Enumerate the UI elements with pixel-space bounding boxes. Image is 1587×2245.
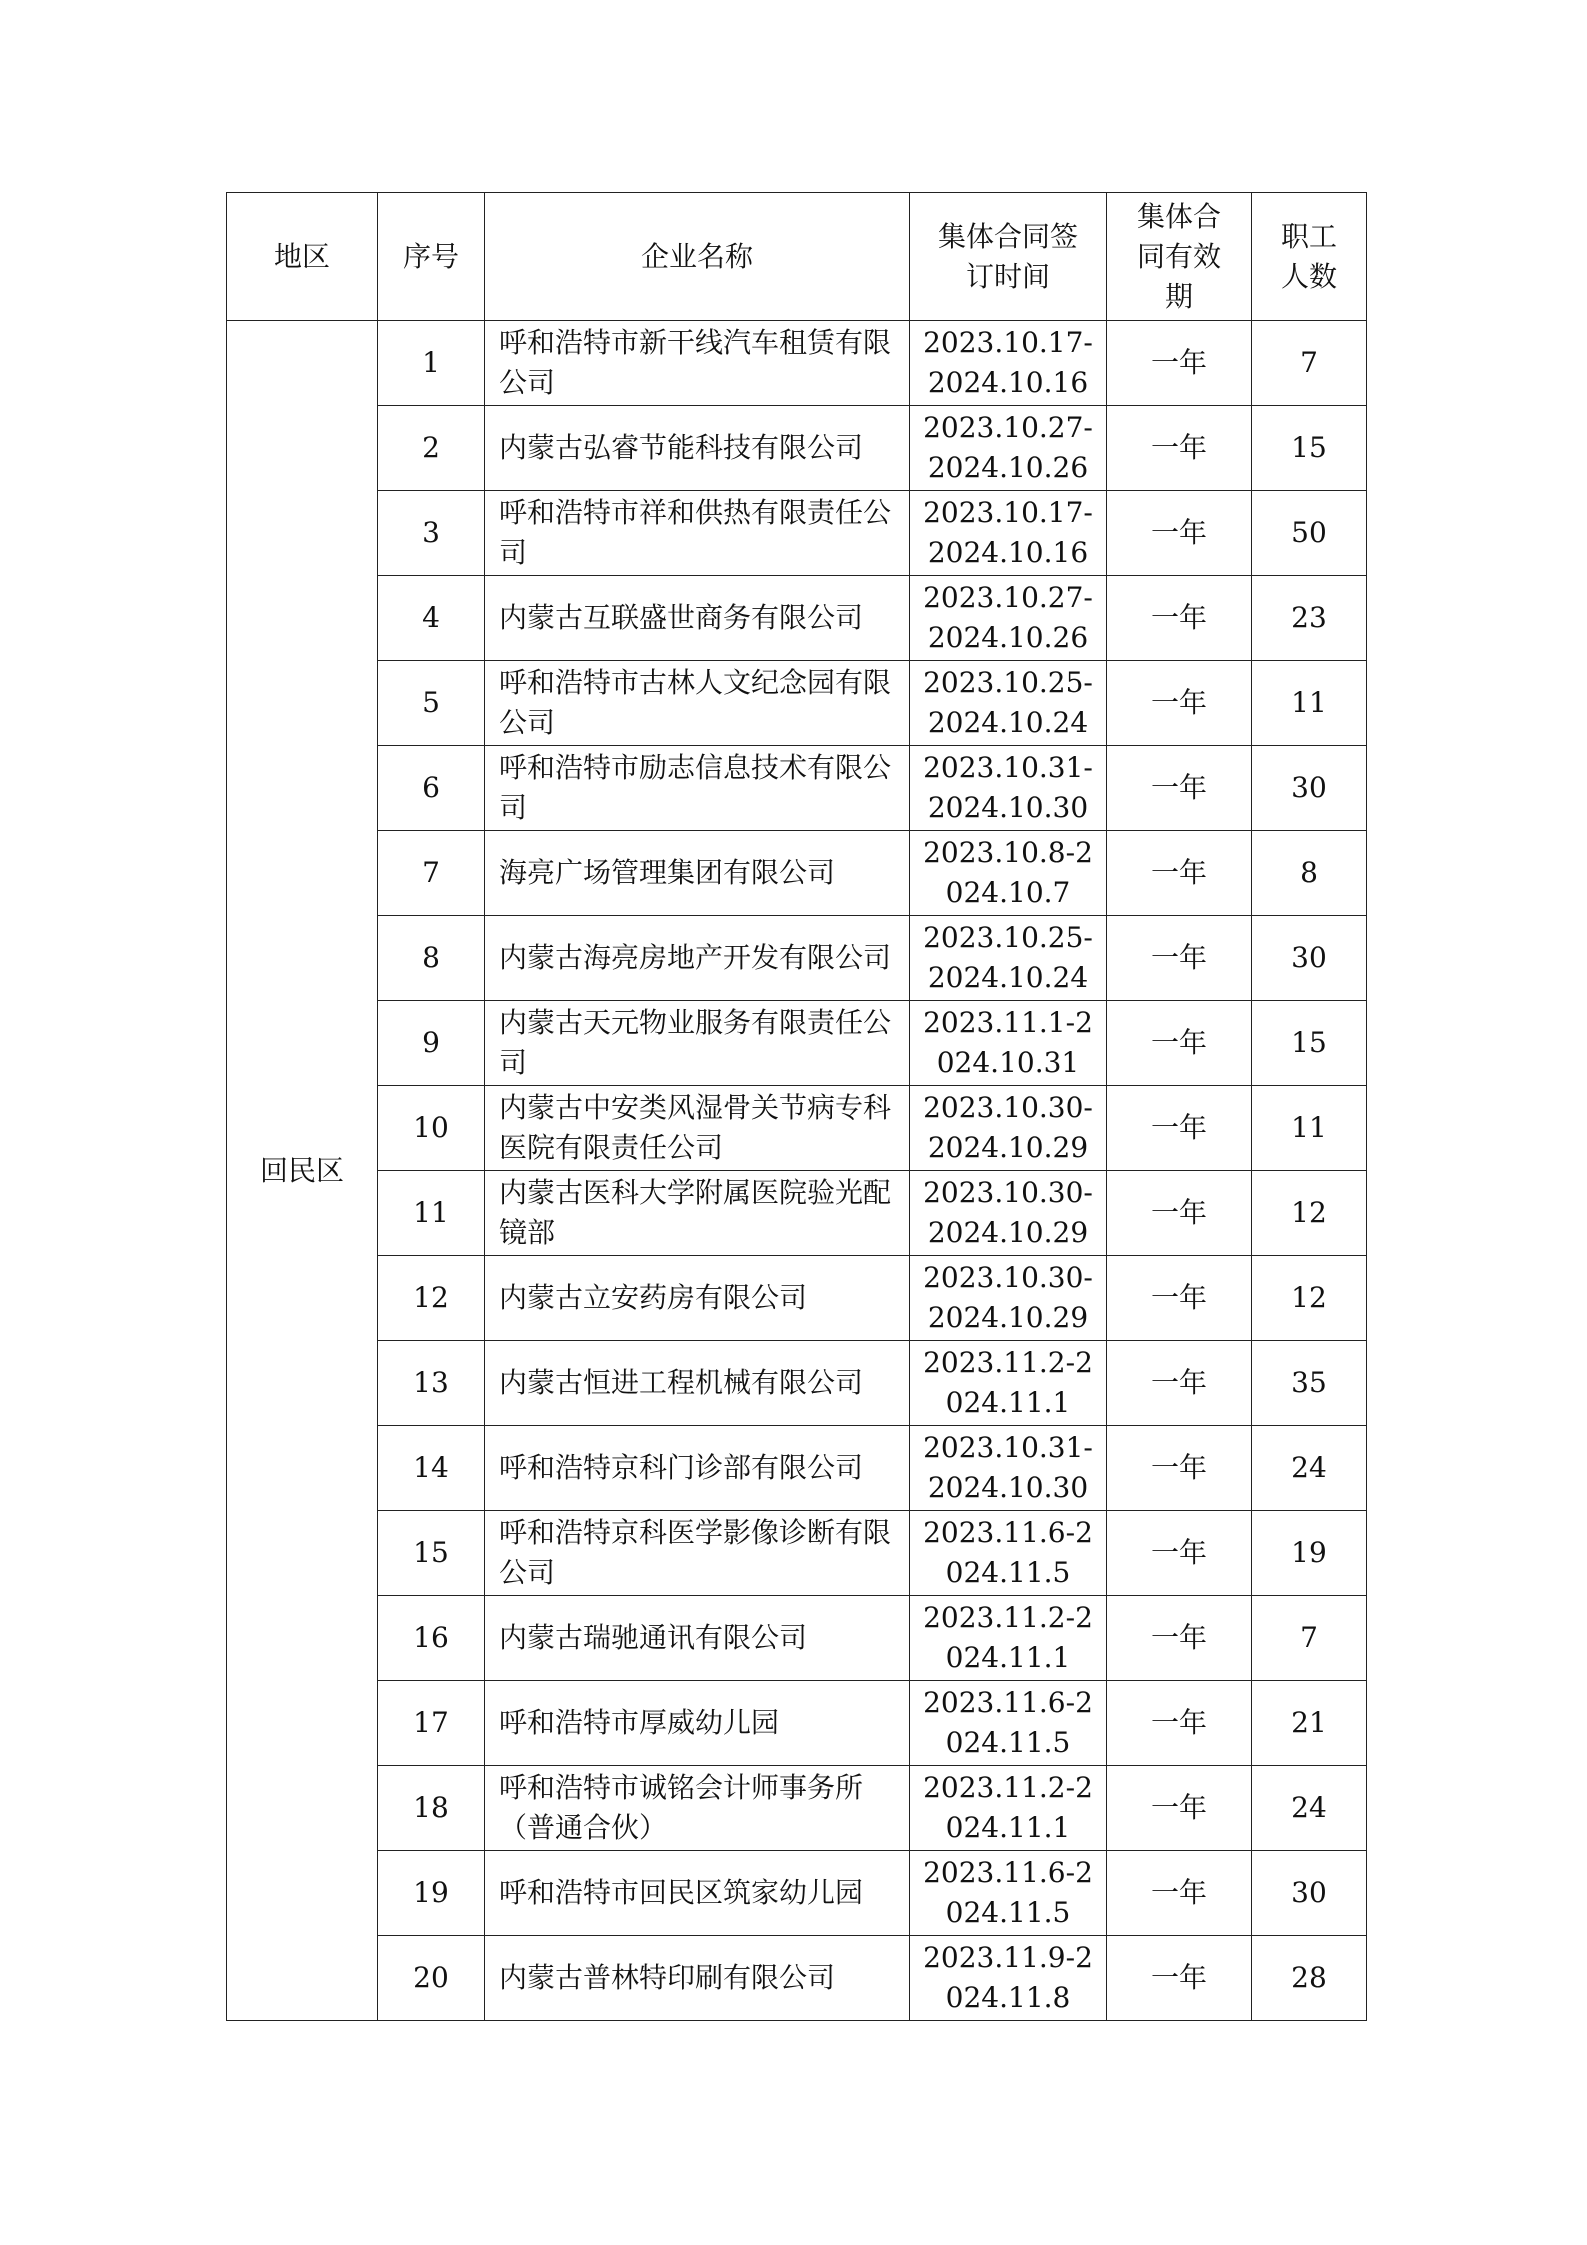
staff-cell: 50 [1252, 491, 1367, 576]
date-cell: 2023.11.2-2024.11.1 [910, 1766, 1107, 1851]
table-row [227, 1596, 1367, 1681]
company-cell: 内蒙古弘睿节能科技有限公司 [485, 406, 910, 491]
seq-cell: 18 [378, 1766, 485, 1851]
date-cell: 2023.10.30-2024.10.29 [910, 1171, 1107, 1256]
seq-cell: 16 [378, 1596, 485, 1681]
validity-cell: 一年 [1107, 406, 1252, 491]
seq-cell: 1 [378, 321, 485, 406]
table-row [227, 1851, 1367, 1936]
date-cell: 2023.10.27-2024.10.26 [910, 576, 1107, 661]
validity-cell: 一年 [1107, 1341, 1252, 1426]
validity-cell: 一年 [1107, 1936, 1252, 2021]
staff-cell: 28 [1252, 1936, 1367, 2021]
header-sign-date: 集体合同签 订时间 [910, 193, 1107, 321]
company-cell: 内蒙古瑞驰通讯有限公司 [485, 1596, 910, 1681]
company-cell: 呼和浩特市祥和供热有限责任公司 [485, 491, 910, 576]
date-cell: 2023.11.1-2024.10.31 [910, 1001, 1107, 1086]
company-cell: 呼和浩特市回民区筑家幼儿园 [485, 1851, 910, 1936]
table-row [227, 406, 1367, 491]
validity-cell: 一年 [1107, 1256, 1252, 1341]
date-cell: 2023.10.30-2024.10.29 [910, 1086, 1107, 1171]
seq-cell: 7 [378, 831, 485, 916]
validity-cell: 一年 [1107, 1426, 1252, 1511]
company-cell: 呼和浩特市励志信息技术有限公司 [485, 746, 910, 831]
staff-cell: 19 [1252, 1511, 1367, 1596]
seq-cell: 9 [378, 1001, 485, 1086]
table-row [227, 1086, 1367, 1171]
company-cell: 海亮广场管理集团有限公司 [485, 831, 910, 916]
seq-cell: 6 [378, 746, 485, 831]
company-cell: 内蒙古中安类风湿骨关节病专科医院有限责任公司 [485, 1086, 910, 1171]
seq-cell: 10 [378, 1086, 485, 1171]
date-cell: 2023.10.31-2024.10.30 [910, 746, 1107, 831]
staff-cell: 24 [1252, 1426, 1367, 1511]
date-cell: 2023.10.17-2024.10.16 [910, 321, 1107, 406]
company-cell: 内蒙古立安药房有限公司 [485, 1256, 910, 1341]
seq-cell: 15 [378, 1511, 485, 1596]
staff-cell: 7 [1252, 321, 1367, 406]
table-row [227, 321, 1367, 406]
date-cell: 2023.11.6-2024.11.5 [910, 1681, 1107, 1766]
company-cell: 内蒙古天元物业服务有限责任公司 [485, 1001, 910, 1086]
header-validity: 集体合 同有效 期 [1107, 193, 1252, 321]
seq-cell: 12 [378, 1256, 485, 1341]
seq-cell: 8 [378, 916, 485, 1001]
table-row [227, 1341, 1367, 1426]
date-cell: 2023.11.9-2024.11.8 [910, 1936, 1107, 2021]
validity-cell: 一年 [1107, 1681, 1252, 1766]
table-row [227, 1256, 1367, 1341]
staff-cell: 11 [1252, 1086, 1367, 1171]
staff-cell: 12 [1252, 1171, 1367, 1256]
table-row [227, 661, 1367, 746]
company-cell: 呼和浩特市厚威幼儿园 [485, 1681, 910, 1766]
staff-cell: 15 [1252, 406, 1367, 491]
staff-cell: 23 [1252, 576, 1367, 661]
company-cell: 内蒙古海亮房地产开发有限公司 [485, 916, 910, 1001]
seq-cell: 20 [378, 1936, 485, 2021]
staff-cell: 12 [1252, 1256, 1367, 1341]
seq-cell: 14 [378, 1426, 485, 1511]
staff-cell: 7 [1252, 1596, 1367, 1681]
validity-cell: 一年 [1107, 1851, 1252, 1936]
company-cell: 呼和浩特市古林人文纪念园有限公司 [485, 661, 910, 746]
date-cell: 2023.11.6-2024.11.5 [910, 1511, 1107, 1596]
staff-cell: 35 [1252, 1341, 1367, 1426]
seq-cell: 17 [378, 1681, 485, 1766]
company-cell: 呼和浩特市新干线汽车租赁有限公司 [485, 321, 910, 406]
table-row [227, 1766, 1367, 1851]
table-row [227, 1426, 1367, 1511]
seq-cell: 11 [378, 1171, 485, 1256]
table-header-row [227, 193, 1367, 321]
validity-cell: 一年 [1107, 321, 1252, 406]
contract-table [226, 192, 1367, 2021]
staff-cell: 24 [1252, 1766, 1367, 1851]
header-region: 地区 [227, 193, 378, 321]
date-cell: 2023.10.25-2024.10.24 [910, 661, 1107, 746]
seq-cell: 4 [378, 576, 485, 661]
validity-cell: 一年 [1107, 1086, 1252, 1171]
validity-cell: 一年 [1107, 916, 1252, 1001]
seq-cell: 3 [378, 491, 485, 576]
date-cell: 2023.11.2-2024.11.1 [910, 1341, 1107, 1426]
validity-cell: 一年 [1107, 1596, 1252, 1681]
date-cell: 2023.10.31-2024.10.30 [910, 1426, 1107, 1511]
company-cell: 呼和浩特京科门诊部有限公司 [485, 1426, 910, 1511]
validity-cell: 一年 [1107, 1511, 1252, 1596]
company-cell: 呼和浩特京科医学影像诊断有限公司 [485, 1511, 910, 1596]
table-row [227, 831, 1367, 916]
header-staff: 职工 人数 [1252, 193, 1367, 321]
table-body [227, 321, 1367, 2021]
seq-cell: 13 [378, 1341, 485, 1426]
validity-cell: 一年 [1107, 1766, 1252, 1851]
date-cell: 2023.10.27-2024.10.26 [910, 406, 1107, 491]
date-cell: 2023.10.17-2024.10.16 [910, 491, 1107, 576]
validity-cell: 一年 [1107, 746, 1252, 831]
region-cell: 回民区 [227, 321, 378, 2021]
staff-cell: 11 [1252, 661, 1367, 746]
validity-cell: 一年 [1107, 491, 1252, 576]
seq-cell: 2 [378, 406, 485, 491]
date-cell: 2023.10.25-2024.10.24 [910, 916, 1107, 1001]
validity-cell: 一年 [1107, 831, 1252, 916]
header-company: 企业名称 [485, 193, 910, 321]
table-row [227, 1001, 1367, 1086]
staff-cell: 30 [1252, 916, 1367, 1001]
date-cell: 2023.10.30-2024.10.29 [910, 1256, 1107, 1341]
table-row [227, 1171, 1367, 1256]
date-cell: 2023.11.6-2024.11.5 [910, 1851, 1107, 1936]
table-row [227, 1511, 1367, 1596]
staff-cell: 8 [1252, 831, 1367, 916]
table-row [227, 576, 1367, 661]
validity-cell: 一年 [1107, 576, 1252, 661]
staff-cell: 21 [1252, 1681, 1367, 1766]
staff-cell: 30 [1252, 746, 1367, 831]
company-cell: 内蒙古互联盛世商务有限公司 [485, 576, 910, 661]
company-cell: 呼和浩特市诚铭会计师事务所（普通合伙） [485, 1766, 910, 1851]
table-row [227, 491, 1367, 576]
staff-cell: 30 [1252, 1851, 1367, 1936]
date-cell: 2023.11.2-2024.11.1 [910, 1596, 1107, 1681]
seq-cell: 5 [378, 661, 485, 746]
validity-cell: 一年 [1107, 1001, 1252, 1086]
validity-cell: 一年 [1107, 661, 1252, 746]
seq-cell: 19 [378, 1851, 485, 1936]
table-row [227, 1681, 1367, 1766]
table-row [227, 746, 1367, 831]
staff-cell: 15 [1252, 1001, 1367, 1086]
table-row [227, 1936, 1367, 2021]
table-row [227, 916, 1367, 1001]
company-cell: 内蒙古普林特印刷有限公司 [485, 1936, 910, 2021]
company-cell: 内蒙古医科大学附属医院验光配镜部 [485, 1171, 910, 1256]
header-seq: 序号 [378, 193, 485, 321]
company-cell: 内蒙古恒进工程机械有限公司 [485, 1341, 910, 1426]
date-cell: 2023.10.8-2024.10.7 [910, 831, 1107, 916]
validity-cell: 一年 [1107, 1171, 1252, 1256]
